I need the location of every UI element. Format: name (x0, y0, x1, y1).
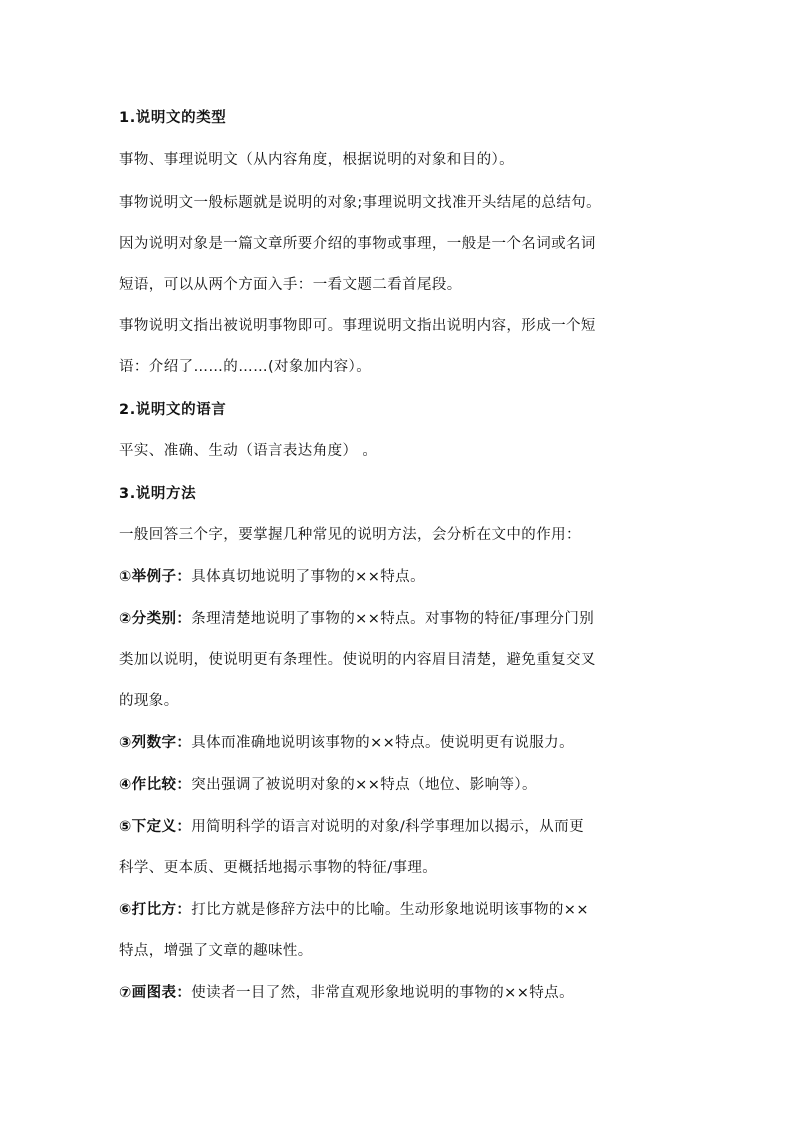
method-text: 突出强调了被说明对象的××特点（地位、影响等）。 (191, 777, 537, 793)
method-text: 条理清楚地说明了事物的××特点。对事物的特征/事理分门别 (191, 611, 595, 627)
method-item (119, 567, 425, 587)
method-item (119, 733, 574, 753)
section-1-heading: 1.说明文的类型 (119, 110, 227, 126)
method-term: ⑦画图表： (119, 985, 192, 1001)
method-term: ③列数字： (119, 735, 192, 751)
method-item (119, 817, 584, 837)
method-text: 用简明科学的语言对说明的对象/科学事理加以揭示，从而更 (191, 819, 584, 835)
method-term: ⑤下定义： (119, 819, 192, 835)
paragraph-line: 短语，可以从两个方面入手：一看文题二看首尾段。 (119, 277, 462, 293)
paragraph-line: 一般回答三个字，要掌握几种常见的说明方法，会分析在文中的作用： (119, 527, 581, 543)
method-item (119, 983, 574, 1003)
method-term: ⑥打比方： (119, 902, 192, 918)
section-3-heading: 3.说明方法 (119, 486, 197, 502)
method-text: 具体而准确地说明该事物的××特点。使说明更有说服力。 (191, 735, 574, 751)
method-item (119, 775, 537, 795)
method-term: ④作比较： (119, 777, 192, 793)
method-text: 打比方就是修辞方法中的比喻。生动形象地说明该事物的×× (191, 902, 589, 918)
method-term: ①举例子： (119, 569, 192, 585)
paragraph-line: 特点，增强了文章的趣味性。 (119, 943, 313, 959)
paragraph-line: 事物说明文一般标题就是说明的对象;事理说明文找准开头结尾的总结句。 (119, 195, 602, 211)
method-text: 具体真切地说明了事物的××特点。 (191, 569, 425, 585)
method-text: 使读者一目了然，非常直观形象地说明的事物的××特点。 (191, 985, 574, 1001)
section-2-heading: 2.说明文的语言 (119, 402, 227, 418)
paragraph-line: 的现象。 (119, 693, 179, 709)
paragraph-line: 因为说明对象是一篇文章所要介绍的事物或事理，一般是一个名词或名词 (119, 236, 596, 252)
method-term: ②分类别： (119, 611, 192, 627)
paragraph-line: 科学、更本质、更概括地揭示事物的特征/事理。 (119, 860, 438, 876)
paragraph-line: 事物说明文指出被说明事物即可。事理说明文指出说明内容，形成一个短 (119, 318, 596, 334)
paragraph-line: 语：介绍了……的……(对象加内容）。 (119, 359, 372, 375)
method-item (119, 609, 594, 629)
paragraph-line: 事物、事理说明文（从内容角度，根据说明的对象和目的）。 (119, 152, 515, 168)
method-item (119, 900, 589, 920)
paragraph-line: 类加以说明，使说明更有条理性。使说明的内容眉目清楚，避免重复交叉 (119, 652, 596, 668)
paragraph-line: 平实、准确、生动（语言表达角度） 。 (119, 443, 378, 459)
